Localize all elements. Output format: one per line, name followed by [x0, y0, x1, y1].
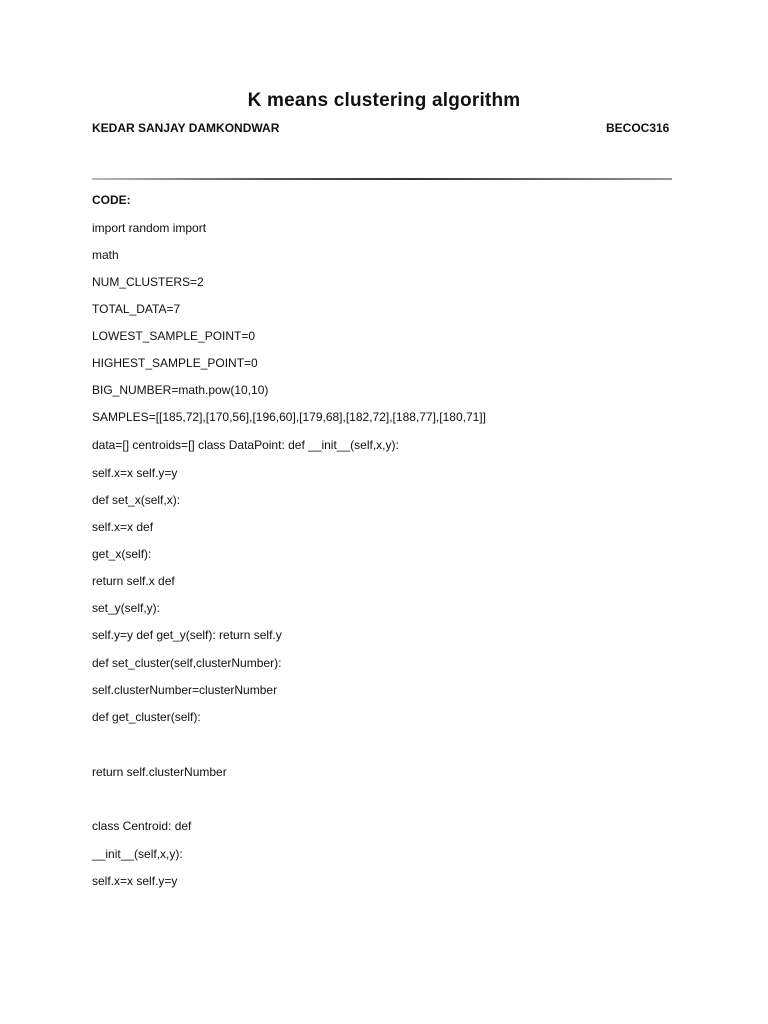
code-line: self.x=x def: [92, 520, 154, 534]
code-line: SAMPLES=[[185,72],[170,56],[196,60],[179,68],[182,72],[188,77],[180,71]]: [92, 410, 486, 424]
code-line: class Centroid: def: [92, 819, 192, 833]
code-line: __init__(self,x,y):: [92, 847, 183, 861]
horizontal-divider: [92, 178, 672, 180]
code-line: self.x=x self.y=y: [92, 466, 178, 480]
code-line: self.x=x self.y=y: [92, 874, 178, 888]
page-title: K means clustering algorithm: [247, 90, 521, 111]
code-line: return self.x def: [92, 574, 175, 588]
course-code: BECOC316: [606, 121, 670, 135]
code-line: import random import: [92, 221, 207, 235]
code-line: def get_cluster(self):: [92, 710, 201, 724]
code-line: math: [92, 248, 119, 262]
code-line: LOWEST_SAMPLE_POINT=0: [92, 329, 256, 343]
code-line: return self.clusterNumber: [92, 765, 227, 779]
code-line: get_x(self):: [92, 547, 152, 561]
code-line: self.clusterNumber=clusterNumber: [92, 683, 278, 697]
code-line: def set_x(self,x):: [92, 493, 181, 507]
code-line: BIG_NUMBER=math.pow(10,10): [92, 383, 269, 397]
code-line: def set_cluster(self,clusterNumber):: [92, 656, 282, 670]
code-line: self.y=y def get_y(self): return self.y: [92, 628, 282, 642]
code-section-label: CODE:: [92, 193, 131, 207]
code-line: set_y(self,y):: [92, 601, 161, 615]
code-line: TOTAL_DATA=7: [92, 302, 181, 316]
code-line: HIGHEST_SAMPLE_POINT=0: [92, 356, 258, 370]
code-line: NUM_CLUSTERS=2: [92, 275, 204, 289]
code-line: data=[] centroids=[] class DataPoint: def __init__(self,x,y):: [92, 438, 399, 452]
author-name: KEDAR SANJAY DAMKONDWAR: [92, 121, 280, 135]
